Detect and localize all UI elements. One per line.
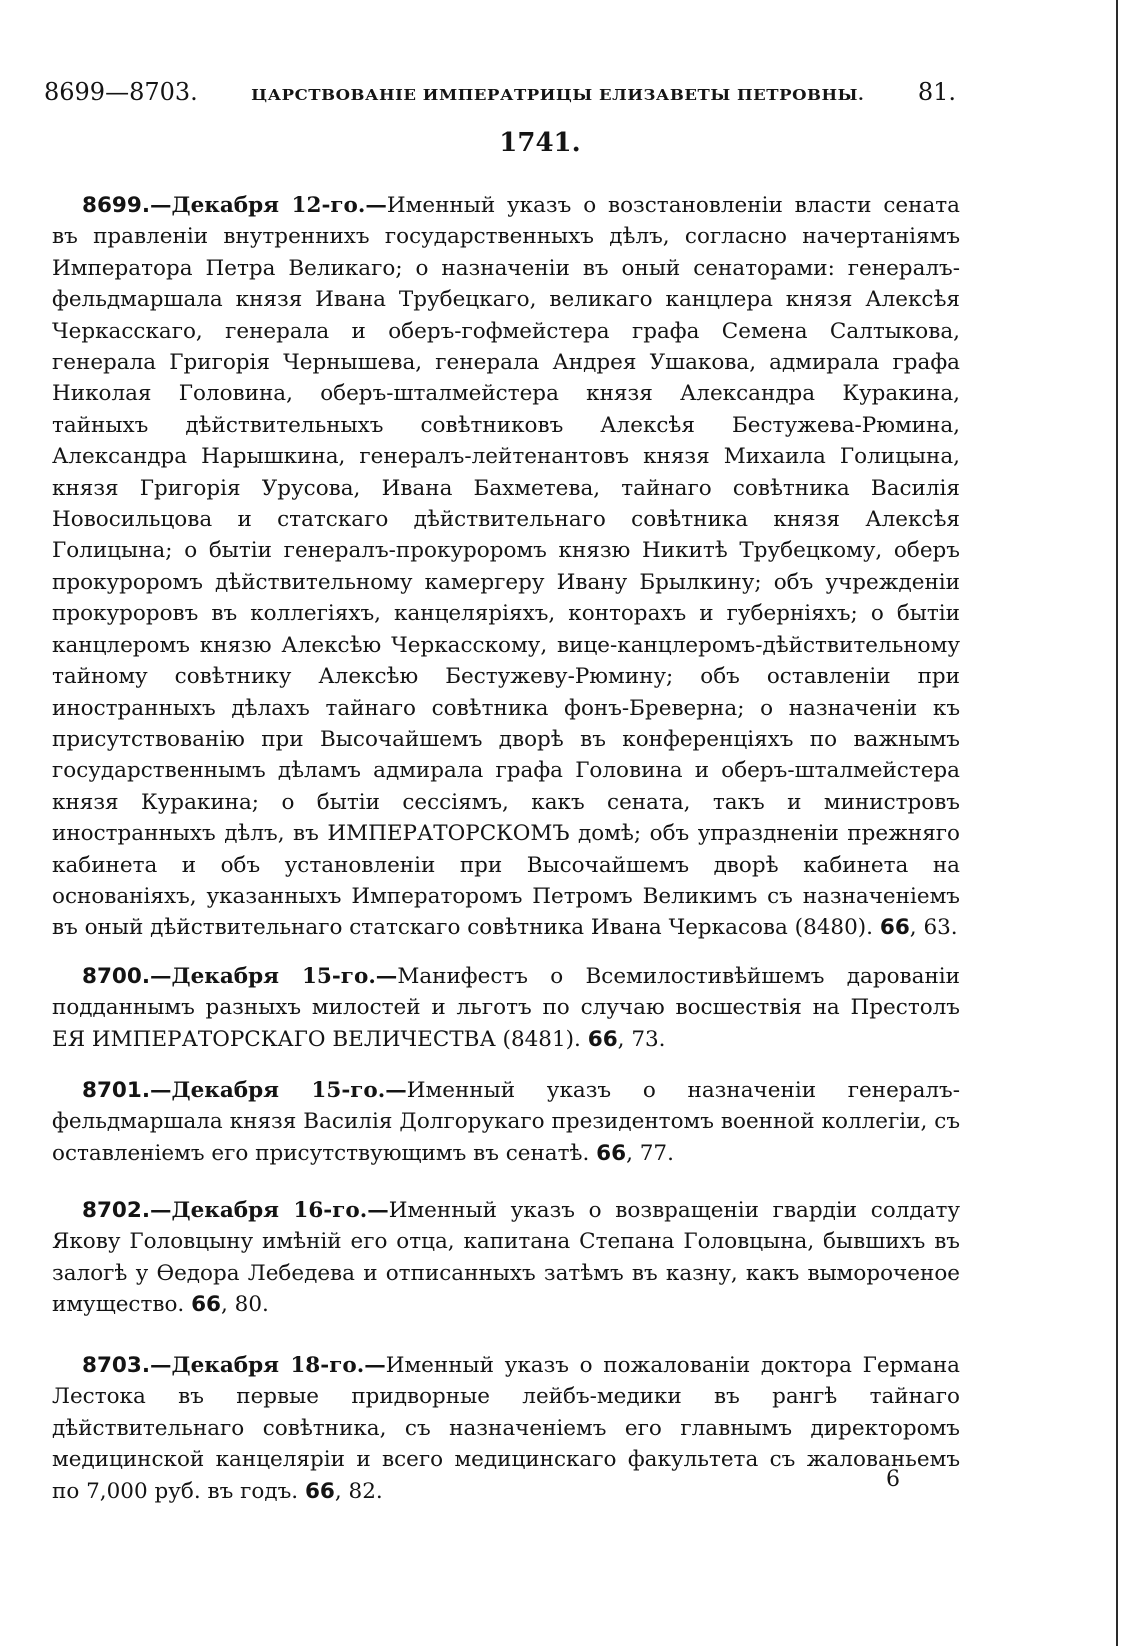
entry-date: —Декабря 16-го.—: [150, 1198, 389, 1223]
entry-body: Именный указъ о возстановленіи власти сената въ правленіи внутреннихъ государственныхъ дѣлъ, согласно начертаніямъ Императора Петра Великаго; о назначеніи въ оный сенаторами: генералъ-фельдмаршала князя Ивана Трубецкаго, великаго канцлера князя Алексѣя Черкасскаго, генерала и оберъ-гофмейстера графа Семена Салтыкова, генерала Григорія Чернышева, генерала Андрея Ушакова, адмирала графа Николая Головина, оберъ-шталмейстера князя Александра Куракина, тайныхъ дѣйствительныхъ совѣтниковъ Алексѣя Бестужева-Рюмина, Александра Нарышкина, генералъ-лейтенантовъ князя Михаила Голицына, князя Григорія Урусова, Ивана Бахметева, тайнаго совѣтника Василія Новосильцова и статскаго дѣйствительнаго совѣтника князя Алексѣя Голицына; о бытіи генералъ-прокуроромъ князю Никитѣ Трубецкому, оберъ прокуроромъ дѣйствительному камергеру Ивану Брылкину; объ учрежденіи прокуроровъ въ коллегіяхъ, канцеляріяхъ, конторахъ и губерніяхъ; о бытіи канцлеромъ князю Алексѣю Черкасскому, вице-канцлеромъ-дѣйствительному тайному совѣтнику Алексѣю Бестужеву-Рюмину; объ оставленіи при иностранныхъ дѣлахъ тайнаго совѣтника фонъ-Бреверна; о назначеніи къ присутствованію при Высочайшемъ дворѣ въ конференціяхъ по важнымъ государственнымъ дѣламъ адмирала графа Головина и оберъ-шталмейстера князя Куракина; о бытіи сессіямъ, какъ сената, такъ и министровъ иностранныхъ дѣлъ, въ ИМПЕРАТОРСКОМЪ домѣ; объ упраздненіи прежняго кабинета и объ установленіи при Высочайшемъ дворѣ кабинета на основаніяхъ, указанныхъ Императоромъ Петромъ Великимъ съ назначеніемъ въ оный дѣйствительнаго статскаго совѣтника Ивана Черкасова (8480).: [52, 193, 960, 941]
entry-page-ref: , 73.: [617, 1026, 666, 1052]
entry-date: —Декабря 15-го.—: [150, 1078, 407, 1103]
entry-page-ref: , 82.: [334, 1478, 383, 1504]
header-page-number: 81.: [917, 78, 956, 106]
decree-entry: [52, 1075, 960, 1169]
entry-volume-ref: 66: [191, 1292, 221, 1318]
page-edge-rule: [1116, 0, 1118, 1646]
entry-date: —Декабря 12-го.—: [150, 193, 387, 218]
entry-page-ref: , 77.: [626, 1140, 674, 1166]
entry-date: —Декабря 18-го.—: [150, 1353, 386, 1378]
entry-number: 8703.: [82, 1353, 151, 1378]
year-heading: 1741.: [499, 128, 581, 158]
decree-entry: [52, 190, 960, 944]
header-title: ЦАРСТВОВАНІЕ ИМПЕРАТРИЦЫ ЕЛИЗАВЕТЫ ПЕТРОВНЫ.: [251, 86, 865, 104]
entry-number: 8699.: [82, 193, 151, 218]
entry-body: Манифестъ о Всемилостивѣйшемъ дарованіи подданнымъ разныхъ милостей и льготъ по случаю восшествія на Престолъ ЕЯ ИМПЕРАТОРСКАГО ВЕЛИЧЕСТВА (8481).: [52, 964, 960, 1052]
entry-volume-ref: 66: [587, 1026, 618, 1052]
entry-body: Именный указъ о возвращеніи гвардіи солдату Якову Головцыну имѣній его отца, капитана Степана Головцына, бывшихъ въ залогѣ у Ѳедора Лебедева и отписанныхъ затѣмъ въ казну, какъ вымороченое имущество.: [52, 1198, 960, 1318]
entry-volume-ref: 66: [879, 915, 910, 941]
entry-body: Именный указъ о пожалованіи доктора Германа Лестока въ первые придворные лейбъ-медики въ рангѣ тайнаго дѣйствительнаго совѣтника, съ назначеніемъ его главнымъ директоромъ медицинской канцеляріи и всего медицинскаго факультета съ жалованьемъ по 7,000 руб. въ годъ.: [52, 1353, 961, 1504]
decree-entry: [52, 1195, 960, 1321]
entry-date: —Декабря 15-го.—: [150, 964, 398, 989]
signature-mark: 6: [886, 1467, 900, 1492]
entry-volume-ref: 66: [304, 1478, 335, 1504]
entry-body: Именный указъ о назначеніи генералъ-фельдмаршала князя Василія Долгорукаго президентомъ военной коллегіи, съ оставленіемъ его присутствующимъ въ сенатѣ.: [52, 1078, 960, 1166]
decree-entry: [52, 961, 960, 1055]
entry-number: 8701.: [82, 1078, 151, 1103]
running-header: [44, 78, 956, 114]
entry-volume-ref: 66: [596, 1140, 627, 1166]
decree-entry: [52, 1350, 960, 1507]
entry-page-ref: , 63.: [909, 915, 958, 941]
header-entry-range: 8699—8703.: [44, 78, 198, 106]
entry-number: 8700.: [82, 964, 151, 989]
entry-page-ref: , 80.: [221, 1292, 269, 1318]
entry-number: 8702.: [82, 1198, 151, 1223]
